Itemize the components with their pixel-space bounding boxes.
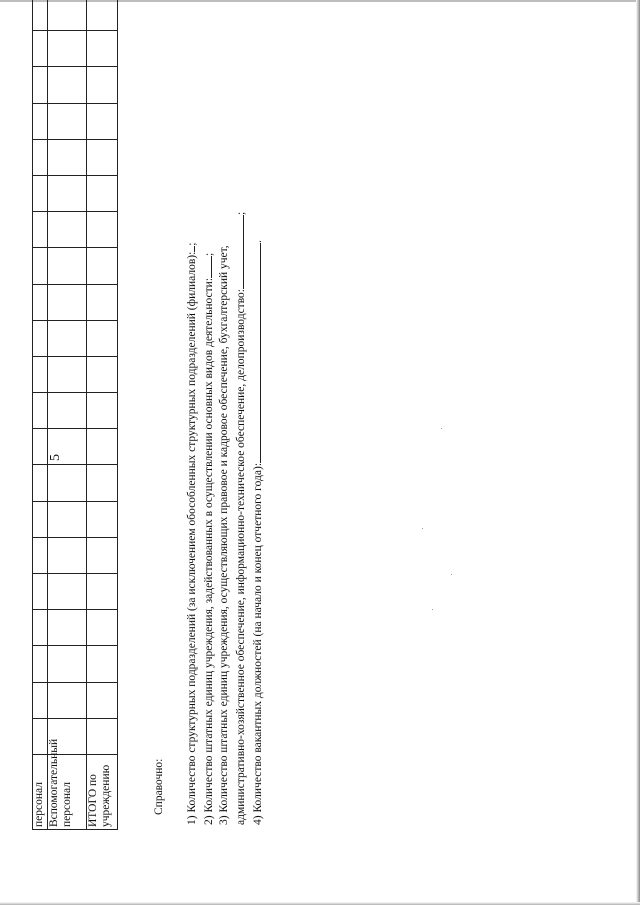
reference-item-3 [217, 105, 232, 825]
table-cell-empty [87, 0, 118, 31]
reference-item-4-end: . [252, 240, 264, 243]
table-cell-empty [87, 574, 118, 610]
table-cell-empty [48, 67, 87, 103]
table-cell-empty [87, 393, 118, 429]
table-cell-empty [33, 31, 48, 67]
table-row-label: Вспомогательный персонал [48, 755, 87, 830]
table-cell-empty [33, 574, 48, 610]
table-cell-empty [87, 356, 118, 392]
table-cell-empty [33, 67, 48, 103]
table-cell-empty [48, 501, 87, 537]
table-cell-empty [87, 465, 118, 501]
scan-speck [432, 609, 433, 610]
table-cell-empty [87, 284, 118, 320]
table-cell-empty [33, 320, 48, 356]
scan-speck [441, 428, 442, 429]
table-cell-empty [48, 682, 87, 718]
table-cell-empty [87, 248, 118, 284]
reference-item-2 [200, 105, 217, 825]
reference-item-4-text: 4) Количество вакантных должностей (на начало и конец отчетного года): [252, 462, 264, 825]
table-cell-empty [48, 139, 87, 175]
reference-item-4-fill-line [249, 243, 261, 463]
reference-item-4 [249, 105, 266, 825]
table-cell-empty [48, 610, 87, 646]
table-cell-empty [33, 284, 48, 320]
table-cell-empty [48, 103, 87, 139]
reference-item-2-fill-line [200, 256, 212, 278]
table-cell-empty [33, 176, 48, 212]
table-cell-empty [87, 610, 118, 646]
table-row-label: персонал [33, 755, 48, 830]
table-cell-empty [87, 646, 118, 682]
table-cell-empty [33, 103, 48, 139]
table-cell-empty [33, 429, 48, 465]
table-cell-empty [48, 248, 87, 284]
table-cell-empty [87, 537, 118, 573]
table-cell-empty [33, 646, 48, 682]
table-cell-empty [48, 320, 87, 356]
reference-block [152, 105, 266, 825]
table-row [48, 0, 87, 830]
reference-item-3-continued [232, 105, 249, 825]
table-cell-empty [33, 682, 48, 718]
scan-speck [451, 574, 452, 575]
table-cell-empty [48, 537, 87, 573]
reference-item-3-continued-text: административно-хозяйственное обеспечение, информационно-техническое обеспечение, делопроизводство: [235, 289, 247, 825]
table-cell-empty [87, 103, 118, 139]
reference-item-2-end: ; [203, 252, 215, 256]
table-cell-empty [87, 320, 118, 356]
table-cell-empty [33, 501, 48, 537]
table-cell-empty [33, 139, 48, 175]
table-row-label: ИТОГО по учреждению [87, 755, 118, 830]
staff-table [32, 0, 118, 830]
table-cell-empty [33, 718, 48, 754]
table-cell-empty [33, 610, 48, 646]
table-cell-empty [48, 176, 87, 212]
table-cell-empty [33, 356, 48, 392]
table-cell-empty [87, 718, 118, 754]
table-cell-empty [87, 31, 118, 67]
table-cell-empty [48, 646, 87, 682]
table-cell-empty [48, 393, 87, 429]
table-cell-empty [87, 176, 118, 212]
table-cell-empty [48, 356, 87, 392]
staff-table-body [33, 0, 118, 830]
reference-item-1-end: ; [186, 242, 198, 246]
table-cell-empty [33, 212, 48, 248]
reference-item-1-text: 1) Количество структурных подразделений (за исключением обособленных структурных подразделений (филиалов): [186, 251, 198, 825]
reference-item-2-text: 2) Количество штатных единиц учреждения, задействованных в осуществлении основных видов деятельности: [203, 277, 215, 825]
table-cell-empty [33, 393, 48, 429]
table-cell-empty [33, 537, 48, 573]
table-cell-empty [48, 429, 87, 465]
table-cell-empty [48, 574, 87, 610]
table-row [87, 0, 118, 830]
reference-title: Справочно: [153, 758, 165, 815]
page-number: 5 [48, 454, 63, 461]
table-cell-empty [87, 67, 118, 103]
table-cell-empty [48, 0, 87, 31]
table-cell-empty [33, 465, 48, 501]
reference-item-3-end: ; [235, 211, 247, 215]
table-cell-empty [87, 501, 118, 537]
reference-item-3-text: 3) Количество штатных единиц учреждения, осуществляющих правовое и кадровое обеспечение, бухгалтерский учет, [218, 245, 230, 825]
reference-item-1 [183, 105, 200, 825]
table-cell-empty [48, 284, 87, 320]
table-cell-empty [48, 465, 87, 501]
table-cell-empty [87, 429, 118, 465]
table-cell-empty [33, 248, 48, 284]
table-cell-empty [87, 139, 118, 175]
table-cell-empty [87, 212, 118, 248]
table-cell-empty [87, 682, 118, 718]
table-row [33, 0, 48, 830]
table-cell-empty [48, 31, 87, 67]
reference-item-3-fill-line [232, 215, 244, 289]
table-cell-empty [48, 212, 87, 248]
scan-speck [422, 528, 423, 529]
table-cell-empty [33, 0, 48, 31]
reference-item-1-fill-line [183, 246, 195, 252]
